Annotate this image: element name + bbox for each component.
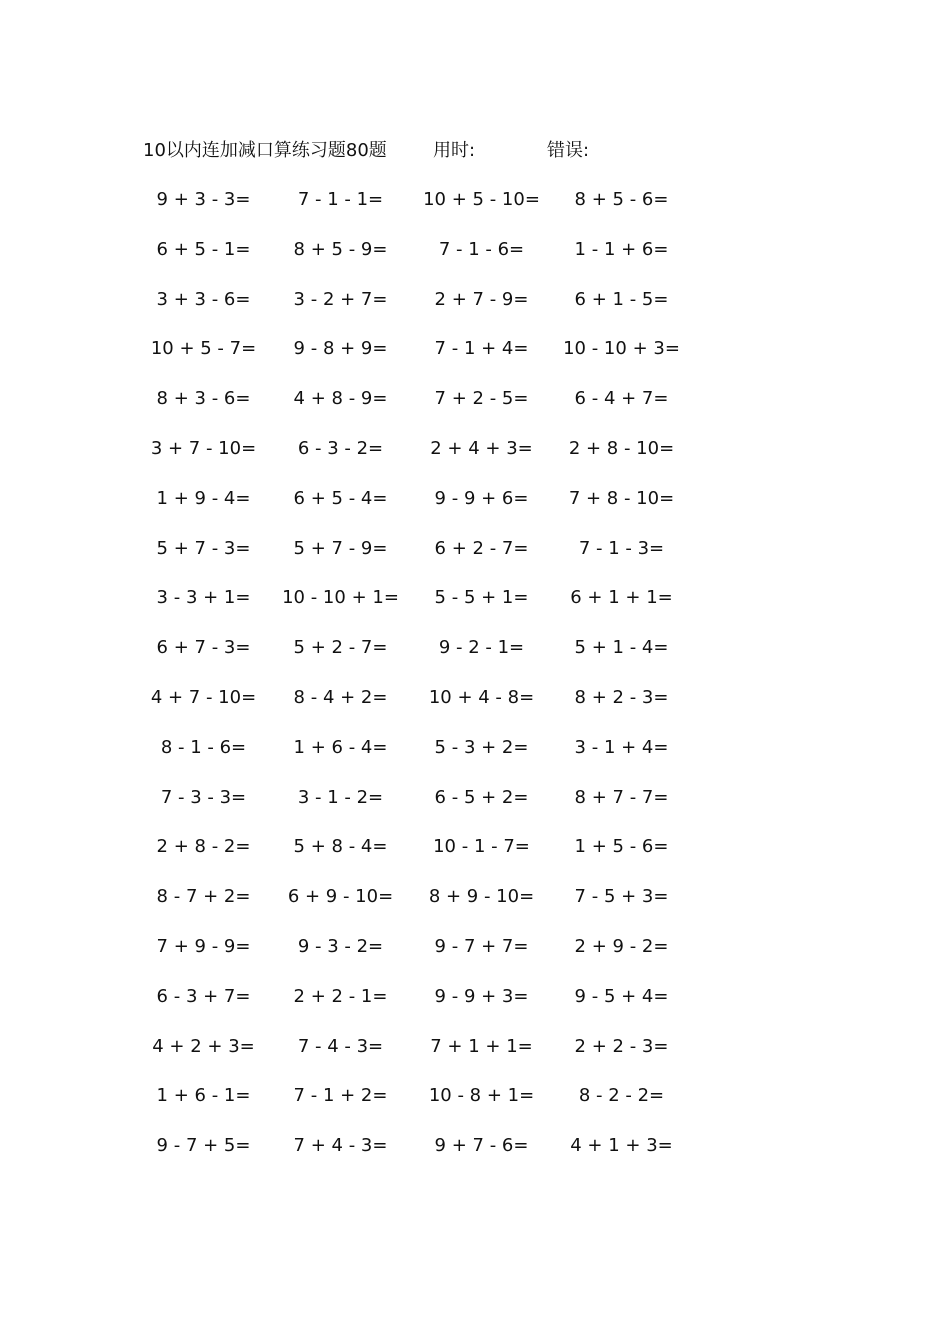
arithmetic-problem: 9 - 9 + 6= [434,487,529,509]
arithmetic-problem: 8 + 3 - 6= [156,388,251,410]
arithmetic-problem: 7 + 8 - 10= [568,487,675,509]
arithmetic-problem: 8 + 5 - 6= [574,189,669,210]
arithmetic-problem: 3 + 7 - 10= [150,437,257,459]
arithmetic-problem: 9 - 2 - 1= [438,637,525,659]
arithmetic-problem: 1 + 6 - 4= [293,736,388,758]
problem-row [130,883,690,933]
arithmetic-problem: 5 - 3 + 2= [434,736,529,758]
arithmetic-problem: 5 + 7 - 3= [156,537,251,559]
arithmetic-problem: 5 + 7 - 9= [293,537,388,559]
arithmetic-problem: 4 + 2 + 3= [152,1035,255,1057]
arithmetic-problem: 1 + 5 - 6= [574,836,669,858]
arithmetic-problem: 10 + 4 - 8= [428,686,535,708]
arithmetic-problem: 5 + 1 - 4= [574,637,669,659]
problem-row [130,784,690,834]
worksheet-title: 10以内连加减口算练习题80题 [143,140,387,161]
arithmetic-problem: 7 - 5 + 3= [574,886,669,908]
arithmetic-problem: 6 - 5 + 2= [434,786,529,808]
problem-row [130,1033,690,1083]
problem-row [130,1082,690,1132]
arithmetic-problem: 8 - 7 + 2= [156,886,251,908]
arithmetic-problem: 9 + 7 - 6= [434,1135,529,1157]
arithmetic-problem: 4 + 1 + 3= [570,1135,673,1157]
arithmetic-problem: 2 + 7 - 9= [434,288,529,310]
arithmetic-problem: 9 - 7 + 5= [156,1135,251,1157]
arithmetic-problem: 9 - 7 + 7= [434,935,529,957]
problem-grid [130,186,690,1182]
arithmetic-problem: 6 - 3 + 7= [156,985,251,1007]
problem-row [130,584,690,634]
problem-row [130,186,690,236]
arithmetic-problem: 3 - 1 + 4= [574,736,669,758]
problem-row [130,485,690,535]
arithmetic-problem: 7 + 4 - 3= [293,1135,388,1157]
arithmetic-problem: 7 + 2 - 5= [434,388,529,410]
arithmetic-problem: 2 + 2 - 1= [293,985,388,1007]
arithmetic-problem: 1 + 6 - 1= [156,1085,251,1107]
arithmetic-problem: 9 + 3 - 3= [156,189,251,210]
arithmetic-problem: 7 - 1 - 6= [438,238,525,260]
arithmetic-problem: 9 - 3 - 2= [297,935,384,957]
problem-row [130,286,690,336]
arithmetic-problem: 10 + 5 - 10= [423,189,540,210]
arithmetic-problem: 10 - 1 - 7= [433,836,530,858]
arithmetic-problem: 7 - 1 - 1= [297,189,384,210]
arithmetic-problem: 9 - 9 + 3= [434,985,529,1007]
problem-row [130,634,690,684]
problem-row [130,933,690,983]
arithmetic-problem: 2 + 4 + 3= [430,437,533,459]
problem-row [130,335,690,385]
arithmetic-problem: 6 + 9 - 10= [287,886,394,908]
arithmetic-problem: 9 - 8 + 9= [293,338,388,360]
arithmetic-problem: 8 + 7 - 7= [574,786,669,808]
arithmetic-problem: 8 - 4 + 2= [293,686,388,708]
arithmetic-problem: 8 + 5 - 9= [293,238,388,260]
arithmetic-problem: 3 - 2 + 7= [293,288,388,310]
arithmetic-problem: 6 + 2 - 7= [434,537,529,559]
arithmetic-problem: 10 - 10 + 1= [282,587,399,609]
arithmetic-problem: 6 - 3 - 2= [297,437,384,459]
arithmetic-problem: 2 + 8 - 10= [568,437,675,459]
problem-row [130,734,690,784]
arithmetic-problem: 9 - 5 + 4= [574,985,669,1007]
arithmetic-problem: 1 - 1 + 6= [574,238,669,260]
problem-row [130,236,690,286]
arithmetic-problem: 1 + 9 - 4= [156,487,251,509]
arithmetic-problem: 8 - 1 - 6= [160,736,247,758]
arithmetic-problem: 4 + 7 - 10= [150,686,257,708]
arithmetic-problem: 2 + 9 - 2= [574,935,669,957]
arithmetic-problem: 2 + 2 - 3= [574,1035,669,1057]
arithmetic-problem: 10 + 5 - 7= [150,338,257,360]
arithmetic-problem: 2 + 8 - 2= [156,836,251,858]
arithmetic-problem: 6 + 5 - 1= [156,238,251,260]
arithmetic-problem: 6 + 7 - 3= [156,637,251,659]
problem-row [130,1132,690,1182]
arithmetic-problem: 7 - 1 + 4= [434,338,529,360]
arithmetic-problem: 3 + 3 - 6= [156,288,251,310]
time-used-label: 用时: [433,140,476,161]
arithmetic-problem: 8 + 2 - 3= [574,686,669,708]
arithmetic-problem: 7 + 1 + 1= [430,1035,533,1057]
arithmetic-problem: 3 - 3 + 1= [156,587,251,609]
arithmetic-problem: 10 - 10 + 3= [563,338,680,360]
arithmetic-problem: 5 - 5 + 1= [434,587,529,609]
error-count-label: 错误: [547,140,590,161]
arithmetic-problem: 5 + 8 - 4= [293,836,388,858]
arithmetic-problem: 4 + 8 - 9= [293,388,388,410]
arithmetic-problem: 5 + 2 - 7= [293,637,388,659]
problem-row [130,983,690,1033]
arithmetic-problem: 7 - 1 + 2= [293,1085,388,1107]
arithmetic-problem: 6 - 4 + 7= [574,388,669,410]
problem-row [130,535,690,585]
problem-row [130,435,690,485]
arithmetic-problem: 8 - 2 - 2= [578,1085,665,1107]
arithmetic-problem: 8 + 9 - 10= [428,886,535,908]
arithmetic-problem: 6 + 5 - 4= [293,487,388,509]
arithmetic-problem: 6 + 1 + 1= [570,587,673,609]
arithmetic-problem: 7 + 9 - 9= [156,935,251,957]
arithmetic-problem: 7 - 3 - 3= [160,786,247,808]
arithmetic-problem: 7 - 4 - 3= [297,1035,384,1057]
arithmetic-problem: 6 + 1 - 5= [574,288,669,310]
problem-row [130,833,690,883]
problem-row [130,385,690,435]
problem-row [130,684,690,734]
arithmetic-problem: 10 - 8 + 1= [428,1085,535,1107]
arithmetic-problem: 3 - 1 - 2= [297,786,384,808]
arithmetic-problem: 7 - 1 - 3= [578,537,665,559]
